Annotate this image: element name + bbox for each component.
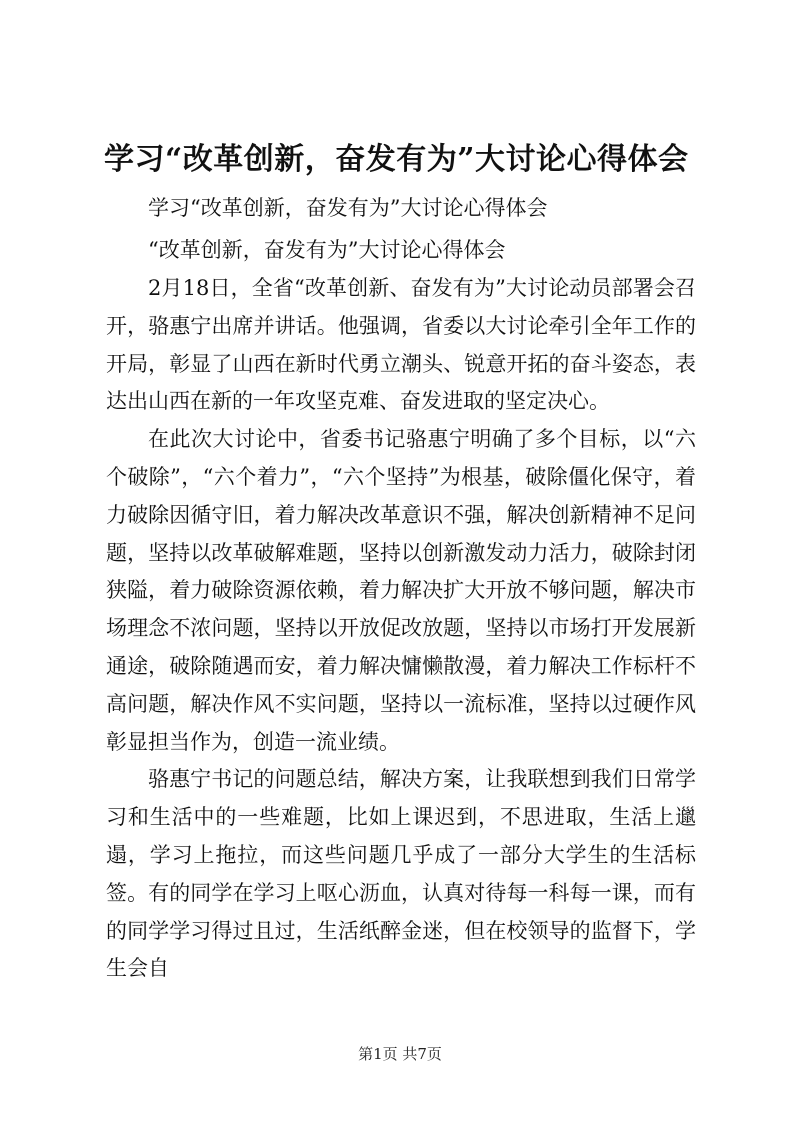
subtitle-1: 学习“改革创新，奋发有为”大讨论心得体会: [148, 196, 548, 220]
document-title: 学习“改革创新，奋发有为”大讨论心得体会: [104, 142, 689, 177]
paragraph-2: 在此次大讨论中，省委书记骆惠宁明确了多个目标，以“六个破除”，“六个着力”，“六个坚持”为根基，破除僵化保守，着力破除因循守旧，着力解决改革意识不强，解决创新精神不足问题，坚持以改革破解难题，坚持以创新激发动力活力，破除封闭狭隘，着力破除资源依赖，着力解决扩大开放不够问题，解决市场理念不浓问题，坚持以开放促改放题，坚持以市场打开发展新通途，破除随遇而安，着力解决慵懒散漫，着力解决工作标杆不高问题，解决作风不实问题，坚持以一流标准，坚持以过硬作风彰显担当作为，创造一流业绩。: [106, 427, 696, 754]
paragraph-3: 骆惠宁书记的问题总结，解决方案，让我联想到我们日常学习和生活中的一些难题，比如上课迟到，不思进取，生活上邋遢，学习上拖拉，而这些问题几乎成了一部分大学生的生活标签。有的同学在学习上呕心沥血，认真对待每一科每一课，而有的同学学习得过且过，生活纸醉金迷，但在校领导的监督下，学生会自: [106, 767, 696, 981]
body-text: [106, 270, 696, 988]
page-number-footer: 第1页 共7页: [358, 1045, 442, 1063]
subtitle-2: “改革创新，奋发有为”大讨论心得体会: [148, 238, 506, 262]
paragraph-1: 2月18日，全省“改革创新、奋发有为”大讨论动员部署会召开，骆惠宁出席并讲话。他强调，省委以大讨论牵引全年工作的开局，彰显了山西在新时代勇立潮头、锐意开拓的奋斗姿态，表达出山西在新的一年攻坚克难、奋发进取的坚定决心。: [106, 276, 696, 414]
